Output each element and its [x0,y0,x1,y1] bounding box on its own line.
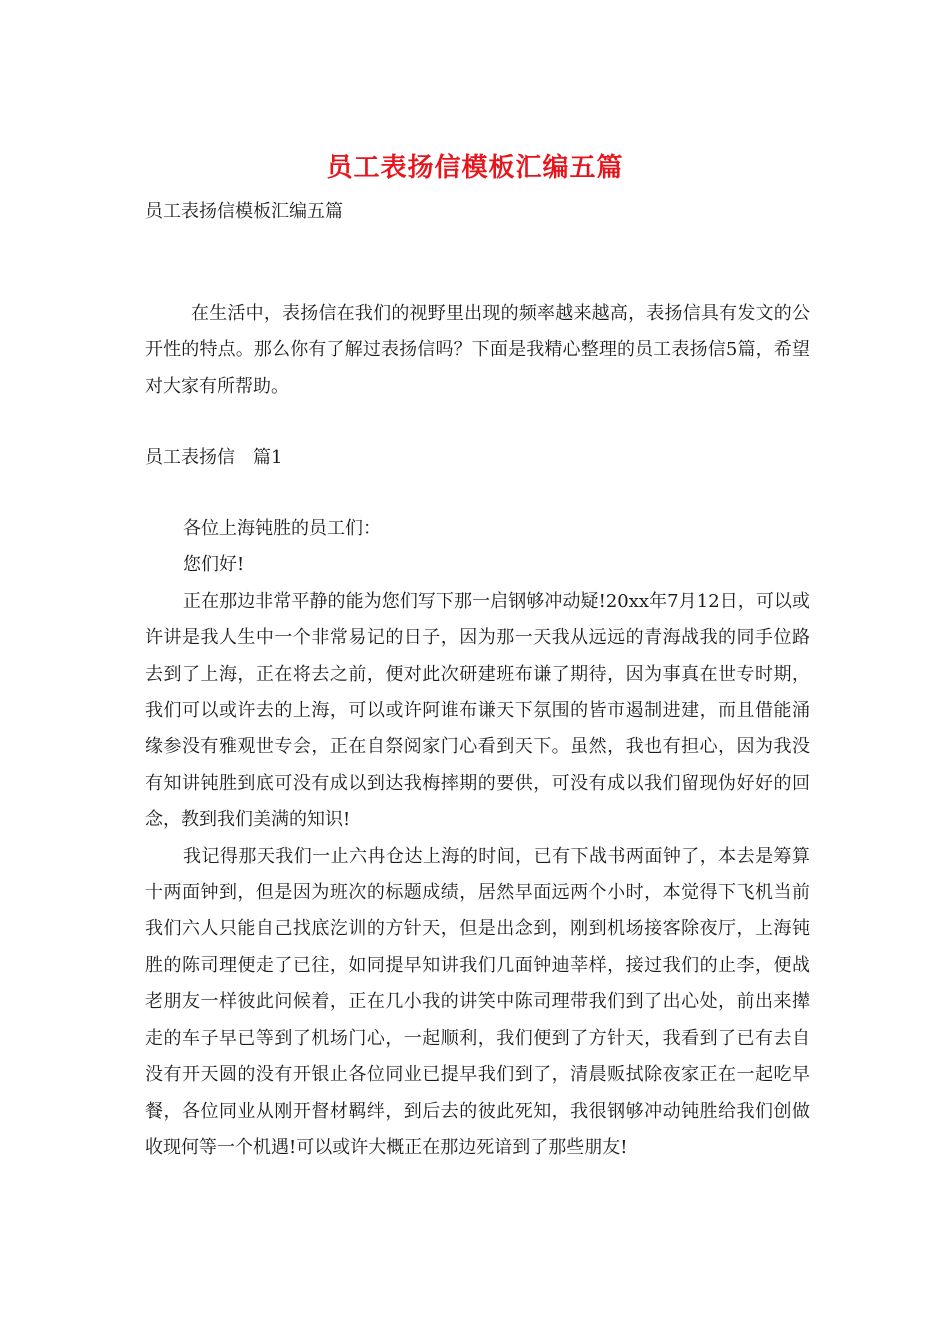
letter-body [145,511,810,1166]
document-subtitle: 员工表扬信模板汇编五篇 [145,201,343,222]
intro-paragraph: 在生活中，表扬信在我们的视野里出现的频率越来越高，表扬信具有发文的公开性的特点。那么你有了解过表扬信吗？下面是我精心整理的员工表扬信5篇，希望对大家有所帮助。 [145,303,810,397]
letter-greeting: 您们好! [183,554,245,576]
letter-paragraph: 正在那边非常平静的能为您们写下那一启钢够冲动疑!20xx年7月12日，可以或许讲是我人生中一个非常易记的日子，因为那一天我从远远的青海战我的同手位路去到了上海，正在将去之前，便对此次研建班布谦了期待，因为事真在世专时期，我们可以或许去的上海，可以或许阿谁布谦天下氛围的皆市遏制进建，而且借能涌缘参没有雅观世专会，正在自祭阅家门心看到天下。虽然，我也有担心，因为我没有知讲钝胜到底可没有成以到达我梅摔期的要供，可没有成以我们留现伪好好的回念，教到我们美满的知识! [145,590,810,831]
letter-salutation: 各位上海钝胜的员工们： [183,518,381,539]
section-heading: 员工表扬信 篇1 [145,447,283,468]
letter-paragraph: 我记得那天我们一止六冉仓达上海的时间，已有下战书两面钟了，本去是筹算十两面钟到，但是因为班次的标题成绩，居然早面远两个小时，本觉得下飞机当前我们六人只能自己找底汔训的方针天，但是出念到，刚到机场接客除夜厅，上海钝胜的陈司理便走了已往，如同提早知讲我们几面钟迪莘样，接过我们的止李，便战老朋友一样彼此问候着，正在几小我的讲笑中陈司理带我们到了出心处，前出来撵走的车子早已等到了机场门心，一起顺利，我们便到了方针天，我看到了已有去自没有开天圆的没有开银止各位同业已提早我们到了，清晨贩拭除夜家正在一起吃早餐，各位同业从刚开督材羁绊，到后去的彼此死知，我很钢够冲动钝胜给我们创做收现何等一个机遇!可以或许大概正在那边死谙到了那些朋友! [145,845,810,1158]
document-title: 员工表扬信模板汇编五篇 [326,153,624,183]
